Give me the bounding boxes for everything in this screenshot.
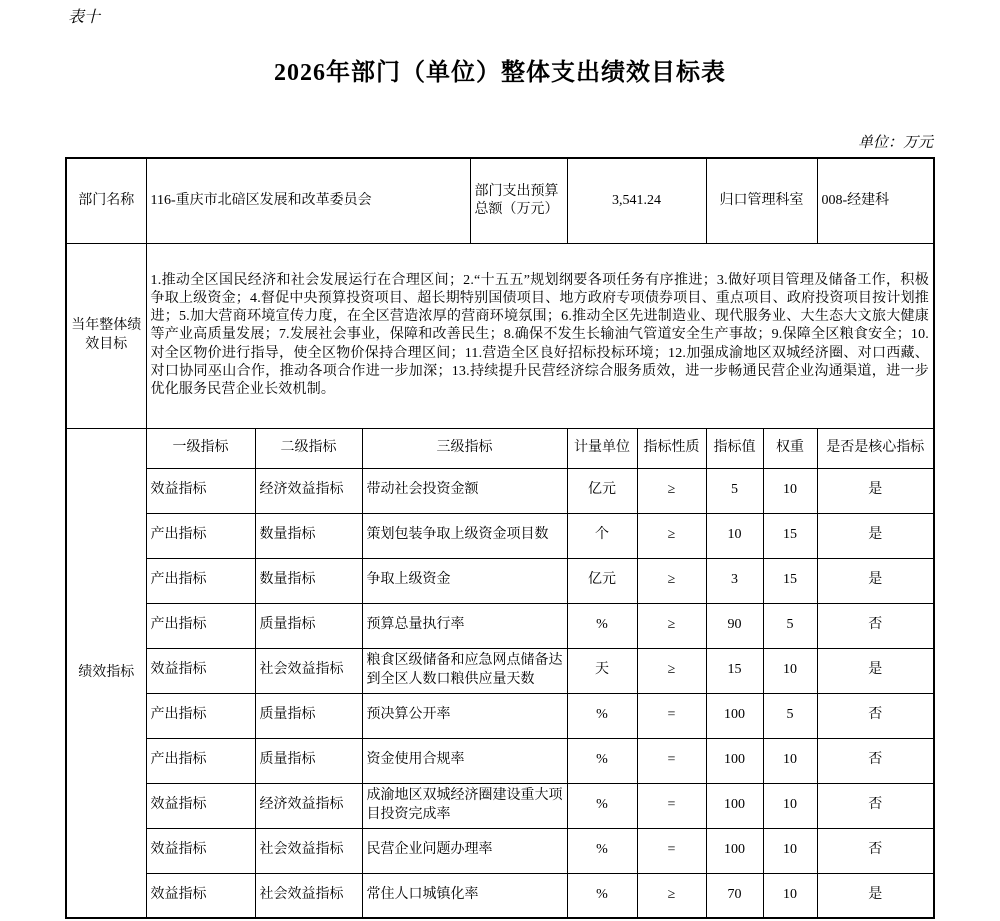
level1-cell: 产出指标 bbox=[146, 738, 255, 783]
nature-cell: ≥ bbox=[637, 513, 706, 558]
level3-cell: 争取上级资金 bbox=[362, 558, 567, 603]
core-cell: 否 bbox=[817, 828, 934, 873]
level3-cell: 带动社会投资金额 bbox=[362, 468, 567, 513]
header-unit: 计量单位 bbox=[567, 428, 637, 468]
level1-cell: 产出指标 bbox=[146, 603, 255, 648]
header-level2: 二级指标 bbox=[255, 428, 362, 468]
indicator-row bbox=[66, 873, 934, 918]
weight-cell: 10 bbox=[763, 468, 817, 513]
level2-cell: 社会效益指标 bbox=[255, 828, 362, 873]
nature-cell: ≥ bbox=[637, 648, 706, 693]
indicator-row bbox=[66, 648, 934, 693]
unit-cell: % bbox=[567, 828, 637, 873]
level3-cell: 资金使用合规率 bbox=[362, 738, 567, 783]
level1-cell: 效益指标 bbox=[146, 468, 255, 513]
level2-cell: 经济效益指标 bbox=[255, 783, 362, 828]
indicator-row bbox=[66, 468, 934, 513]
nature-cell: ≥ bbox=[637, 468, 706, 513]
level2-cell: 质量指标 bbox=[255, 693, 362, 738]
level3-cell: 预算总量执行率 bbox=[362, 603, 567, 648]
core-cell: 是 bbox=[817, 468, 934, 513]
value-cell: 100 bbox=[706, 828, 763, 873]
header-level3: 三级指标 bbox=[362, 428, 567, 468]
weight-cell: 10 bbox=[763, 648, 817, 693]
level2-cell: 经济效益指标 bbox=[255, 468, 362, 513]
nature-cell: = bbox=[637, 783, 706, 828]
level1-cell: 产出指标 bbox=[146, 693, 255, 738]
weight-cell: 15 bbox=[763, 558, 817, 603]
annual-goal-row bbox=[66, 243, 934, 428]
unit-cell: % bbox=[567, 693, 637, 738]
dept-name-value: 116-重庆市北碚区发展和改革委员会 bbox=[146, 158, 470, 243]
value-cell: 3 bbox=[706, 558, 763, 603]
weight-cell: 5 bbox=[763, 693, 817, 738]
table-number-label: 表十 bbox=[68, 9, 101, 26]
unit-cell: % bbox=[567, 783, 637, 828]
core-cell: 是 bbox=[817, 648, 934, 693]
header-level1: 一级指标 bbox=[146, 428, 255, 468]
header-weight: 权重 bbox=[763, 428, 817, 468]
nature-cell: = bbox=[637, 693, 706, 738]
level2-cell: 质量指标 bbox=[255, 738, 362, 783]
nature-cell: ≥ bbox=[637, 603, 706, 648]
indicator-section-label: 绩效指标 bbox=[66, 428, 146, 918]
unit-cell: 亿元 bbox=[567, 558, 637, 603]
level1-cell: 产出指标 bbox=[146, 513, 255, 558]
header-nature: 指标性质 bbox=[637, 428, 706, 468]
nature-cell: = bbox=[637, 738, 706, 783]
nature-cell: ≥ bbox=[637, 558, 706, 603]
value-cell: 100 bbox=[706, 693, 763, 738]
level3-cell: 常住人口城镇化率 bbox=[362, 873, 567, 918]
unit-label: 单位：万元 bbox=[857, 135, 933, 151]
unit-cell: 亿元 bbox=[567, 468, 637, 513]
managing-office-value: 008-经建科 bbox=[817, 158, 934, 243]
unit-cell: 个 bbox=[567, 513, 637, 558]
performance-target-table bbox=[65, 157, 935, 919]
budget-total-label: 部门支出预算总额（万元） bbox=[470, 158, 567, 243]
level1-cell: 效益指标 bbox=[146, 873, 255, 918]
core-cell: 是 bbox=[817, 873, 934, 918]
core-cell: 是 bbox=[817, 513, 934, 558]
budget-total-value: 3,541.24 bbox=[567, 158, 706, 243]
managing-office-label: 归口管理科室 bbox=[706, 158, 817, 243]
dept-name-label: 部门名称 bbox=[66, 158, 146, 243]
indicator-row bbox=[66, 693, 934, 738]
unit-cell: % bbox=[567, 738, 637, 783]
indicator-row bbox=[66, 558, 934, 603]
unit-cell: % bbox=[567, 603, 637, 648]
value-cell: 100 bbox=[706, 783, 763, 828]
weight-cell: 5 bbox=[763, 603, 817, 648]
level2-cell: 社会效益指标 bbox=[255, 648, 362, 693]
value-cell: 100 bbox=[706, 738, 763, 783]
core-cell: 是 bbox=[817, 558, 934, 603]
indicator-row bbox=[66, 603, 934, 648]
level1-cell: 产出指标 bbox=[146, 558, 255, 603]
department-row bbox=[66, 158, 934, 243]
level1-cell: 效益指标 bbox=[146, 828, 255, 873]
weight-cell: 10 bbox=[763, 783, 817, 828]
value-cell: 90 bbox=[706, 603, 763, 648]
weight-cell: 10 bbox=[763, 873, 817, 918]
level3-cell: 预决算公开率 bbox=[362, 693, 567, 738]
level3-cell: 成渝地区双城经济圈建设重大项目投资完成率 bbox=[362, 783, 567, 828]
unit-cell: % bbox=[567, 873, 637, 918]
annual-goal-label: 当年整体绩效目标 bbox=[66, 243, 146, 428]
header-value: 指标值 bbox=[706, 428, 763, 468]
page-title: 2026年部门（单位）整体支出绩效目标表 bbox=[274, 60, 726, 86]
weight-cell: 10 bbox=[763, 738, 817, 783]
value-cell: 5 bbox=[706, 468, 763, 513]
level2-cell: 社会效益指标 bbox=[255, 873, 362, 918]
level1-cell: 效益指标 bbox=[146, 648, 255, 693]
value-cell: 15 bbox=[706, 648, 763, 693]
header-core: 是否是核心指标 bbox=[817, 428, 934, 468]
indicator-row bbox=[66, 783, 934, 828]
annual-goal-text: 1.推动全区国民经济和社会发展运行在合理区间；2.“十五五”规划纲要各项任务有序推进；3.做好项目管理及储备工作，积极争取上级资金；4.督促中央预算投资项目、超长期特别国债项目、地方政府专项债券项目、重点项目、政府投资项目按计划推进；5.加大营商环境宣传力度，在全区营造浓厚的营商环境氛围；6.推动全区先进制造业、现代服务业、大生态大文旅大健康等产业高质量发展；7.发展社会事业，保障和改善民生；8.确保不发生长输油气管道安全生产事故；9.保障全区粮食安全；10.对全区物价进行指导，使全区物价保持合理区间；11.营造全区良好招标投标环境；12.加强成渝地区双城经济圈、对口西藏、对口协同巫山合作，推动各项合作进一步加深；13.持续提升民营经济综合服务质效，进一步畅通民营企业沟通渠道，进一步优化服务民营企业长效机制。 bbox=[146, 243, 934, 428]
indicator-row bbox=[66, 513, 934, 558]
nature-cell: ≥ bbox=[637, 873, 706, 918]
value-cell: 10 bbox=[706, 513, 763, 558]
indicator-header-row bbox=[66, 428, 934, 468]
level2-cell: 数量指标 bbox=[255, 513, 362, 558]
nature-cell: = bbox=[637, 828, 706, 873]
level3-cell: 策划包装争取上级资金项目数 bbox=[362, 513, 567, 558]
core-cell: 否 bbox=[817, 693, 934, 738]
core-cell: 否 bbox=[817, 783, 934, 828]
indicator-row bbox=[66, 738, 934, 783]
core-cell: 否 bbox=[817, 603, 934, 648]
core-cell: 否 bbox=[817, 738, 934, 783]
unit-cell: 天 bbox=[567, 648, 637, 693]
weight-cell: 10 bbox=[763, 828, 817, 873]
level3-cell: 民营企业问题办理率 bbox=[362, 828, 567, 873]
value-cell: 70 bbox=[706, 873, 763, 918]
indicator-row bbox=[66, 828, 934, 873]
level1-cell: 效益指标 bbox=[146, 783, 255, 828]
level2-cell: 数量指标 bbox=[255, 558, 362, 603]
weight-cell: 15 bbox=[763, 513, 817, 558]
level3-cell: 粮食区级储备和应急网点储备达到全区人数口粮供应量天数 bbox=[362, 648, 567, 693]
level2-cell: 质量指标 bbox=[255, 603, 362, 648]
